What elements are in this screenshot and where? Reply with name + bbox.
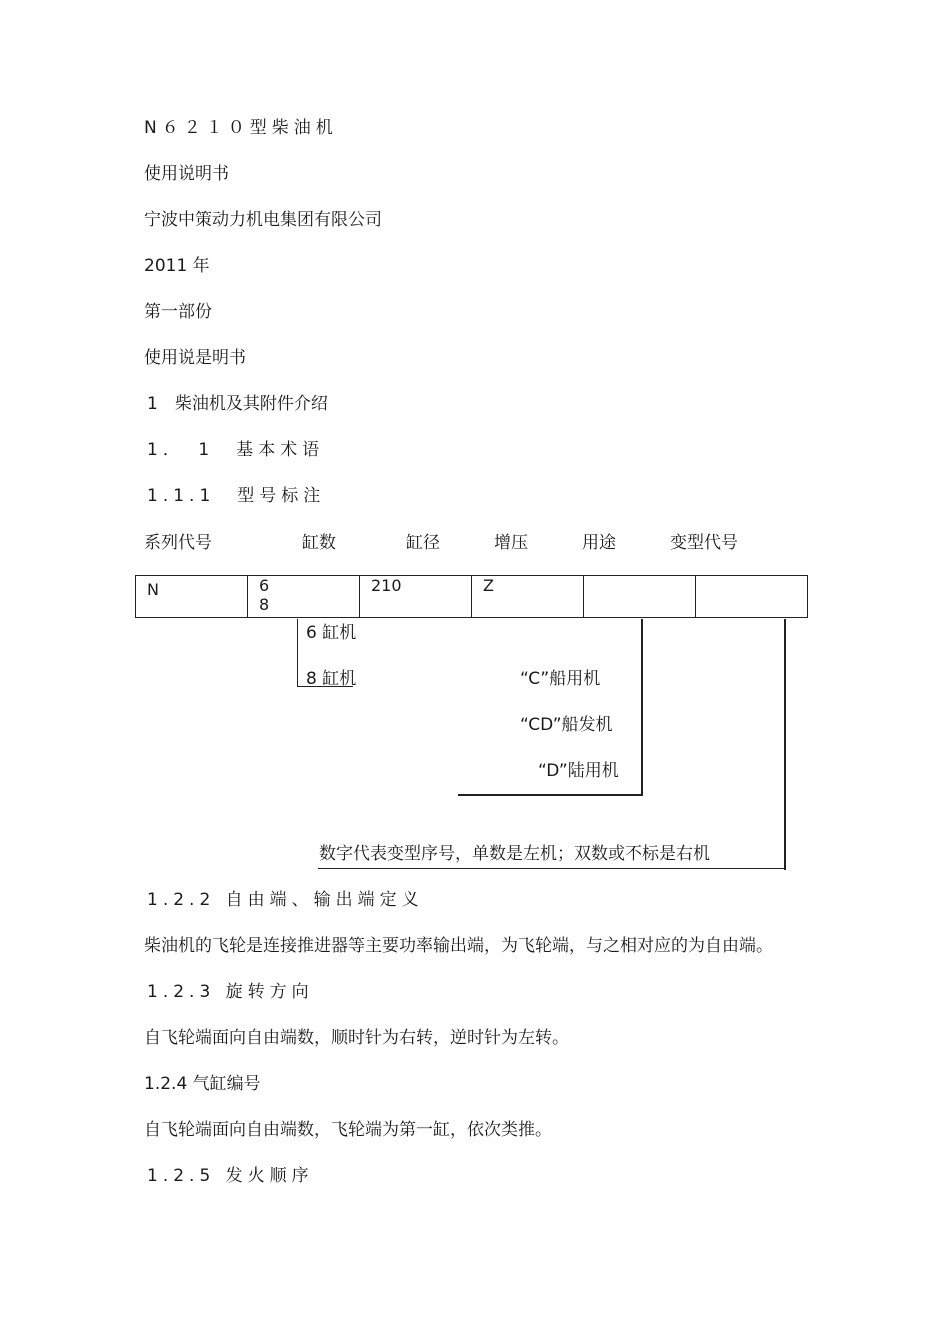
cell-use <box>584 576 696 618</box>
use-bracket-vertical <box>641 619 643 796</box>
section-1-heading: 1 柴油机及其附件介绍 <box>147 394 328 414</box>
doc-title: N６２１０型柴油机 <box>144 118 338 138</box>
model-header-bore: 缸径 <box>406 533 440 553</box>
annotation-variant-note: 数字代表变型序号，单数是左机；双数或不标是右机 <box>319 844 710 864</box>
model-header-series: 系列代号 <box>144 533 212 553</box>
cell-cylinders <box>248 576 360 618</box>
section-1-1-1-heading: 1.1.1 型号标注 <box>147 486 326 506</box>
cell-bore-text: 210 <box>371 576 402 595</box>
section-1-2-3-body: 自飞轮端面向自由端数，顺时针为右转，逆时针为左转。 <box>144 1028 569 1048</box>
section-1-2-3-heading: 1.2.3 旋转方向 <box>147 982 314 1002</box>
model-code-table <box>135 575 808 618</box>
cell-turbo <box>472 576 584 618</box>
doc-subtitle: 使用说明书 <box>144 164 229 184</box>
section-1-2-5-heading: 1.2.5 发火顺序 <box>147 1166 314 1186</box>
annotation-use-c: “C”船用机 <box>520 669 601 689</box>
cell-cyl-a: 6 <box>259 576 270 595</box>
variant-bracket-vertical <box>784 619 786 870</box>
annotation-8-cylinder: 8 缸机 <box>306 669 357 689</box>
cell-variant <box>696 576 808 618</box>
doc-year: 2011 年 <box>144 256 210 276</box>
section-1-2-2-body: 柴油机的飞轮是连接推进器等主要功率输出端，为飞轮端，与之相对应的为自由端。 <box>144 936 773 956</box>
use-bracket-bottom <box>458 794 643 796</box>
model-header-variant: 变型代号 <box>670 533 738 553</box>
variant-bracket-bottom <box>318 868 786 869</box>
model-header-turbo: 增压 <box>494 533 528 553</box>
cell-bore <box>360 576 472 618</box>
cell-turbo-text: Z <box>483 576 494 595</box>
company-name: 宁波中策动力机电集团有限公司 <box>144 210 382 230</box>
annotation-use-cd: “CD”船发机 <box>520 715 613 735</box>
annotation-6-cylinder: 6 缸机 <box>306 623 357 643</box>
annotation-use-d: “D”陆用机 <box>538 761 619 781</box>
section-1-2-2-heading: 1.2.2 自由端、输出端定义 <box>147 890 424 910</box>
part-label: 第一部份 <box>144 302 212 322</box>
section-1-2-4-heading: 1.2.4 气缸编号 <box>144 1074 261 1094</box>
section-1-1-heading: 1． 1 基本术语 <box>147 440 325 460</box>
part-title: 使用说是明书 <box>144 348 246 368</box>
model-header-use: 用途 <box>582 533 616 553</box>
section-1-2-4-body: 自飞轮端面向自由端数，飞轮端为第一缸，依次类推。 <box>144 1120 552 1140</box>
cyl-bracket-vertical <box>297 619 298 687</box>
cell-series-text: N <box>147 580 159 599</box>
model-header-cylinders: 缸数 <box>302 533 336 553</box>
cell-series <box>136 576 248 618</box>
cell-cyl-b: 8 <box>259 595 270 614</box>
